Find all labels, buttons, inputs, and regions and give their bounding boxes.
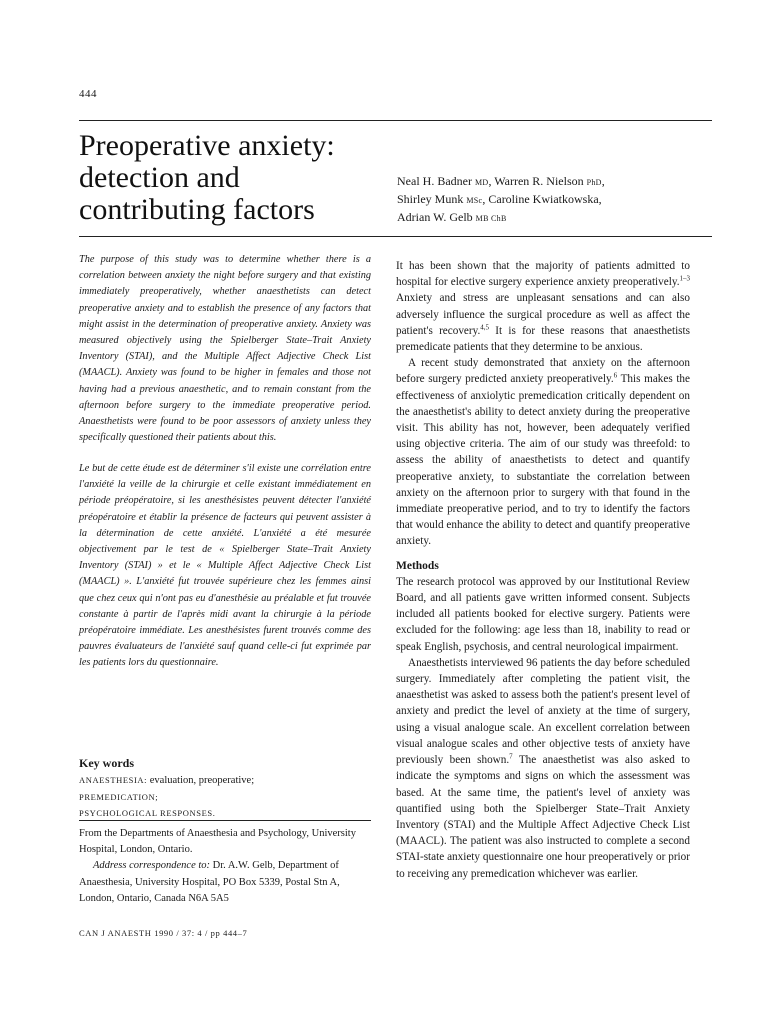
body-text bbox=[396, 258, 690, 882]
body-paragraph: The research protocol was approved by our Institutional Review Board, and all patients gave written informed consent. Subjects included all patients booked for elective surgery. Patients were excluded for the following: age less than 18, inability to read or speak English, psychosis, and central neurological impairment. bbox=[396, 575, 690, 653]
degree-label: MSc bbox=[466, 196, 483, 205]
abstract-text: Le but de cette étude est de déterminer s'il existe une corrélation entre l'anxiété la veille de la chirurgie et celle existant immédiatement en période préopératoire, si les anesthésistes peuvent détecter l'anxiété préopératoire et établir la présence de facteurs qui peuvent assister à la détermination de cette anxiété. L'anxiété a été mesurée objectivement par le test de « Spielberger State–Trait Anxiety Inventory (STAI) » et le « Multiple Affect Adjective Check List (MAACL) ». L'anxiété fut trouvée supérieure chez les femmes ainsi que chez ceux qui n'ont pas eu d'anesthésie au préalable et fut trouvée constante à partir de l'après midi avant la chirurgie à la période préopératoire immédiate. Les anesthésistes furent trouvés comme des pauvres évaluateurs de l'anxiété sauf quand celle-ci fut exprimée par les patients lors du questionnaire. bbox=[79, 463, 371, 669]
keywords-heading: Key words bbox=[79, 756, 134, 770]
citation-ref: 6 bbox=[613, 371, 618, 380]
keywords-list bbox=[79, 772, 371, 821]
citation-ref: 4,5 bbox=[480, 323, 490, 332]
article-title bbox=[79, 130, 399, 226]
degree-label: MB ChB bbox=[475, 214, 507, 223]
abstract-text: The purpose of this study was to determine whether there is a correlation between anxiety the night before surgery and that existing immediately preoperatively, whether anaesthetists can detect preoperative anxiety and to establish the presence of any factors that might assist in the determination of preoperative anxiety. Anxiety was measured objectively using the Spielberger State–Trait Anxiety Inventory (STAI), and the Multiple Affect Adjective Check List (MAACL). Anxiety was found to be higher in females and those not having had a previous anaesthetic, and to remain constant from the afternoon before surgery to the immediate preoperative period. Anaesthetists were found to be poor assessors of anxiety unless they specifically questioned their patients about this. bbox=[79, 254, 371, 444]
title-line: detection and bbox=[79, 161, 240, 194]
author-line: Adrian W. Gelb MB ChB bbox=[397, 210, 507, 224]
journal-citation: CAN J ANAESTH 1990 / 37: 4 / pp 444–7 bbox=[79, 928, 248, 938]
abstract-french bbox=[79, 461, 371, 672]
keyword-line: PREMEDICATION; bbox=[79, 792, 159, 802]
section-rule bbox=[79, 236, 712, 237]
body-paragraph: It has been shown that the majority of patients admitted to hospital for elective surgery experience anxiety preoperatively.$^{1-3}$ Anxiety and stress are unpleasant sensations and can also adversely influence the surgical procedure as well as affect the patient's recovery.$^{4,5}$ It is for these reasons that anaesthetists premedicate patients that they determine to be anxious. bbox=[396, 260, 690, 354]
body-paragraph: Anaesthetists interviewed 96 patients the day before scheduled surgery. Immediately after completing the patient visit, the anaesthetist was asked to assess both the patient's present level of anxiety and predict the level of anxiety at the time of surgery, using a visual analogue scale. An excellent correlation between visual analogue scales and other objective tests of anxiety have previously been shown.$^7$ The anaesthetist was also asked to indicate the symptoms and signs on which the assessment was based. At the same time, the patient's level of anxiety was quantified using both the Spielberger State–Trait Anxiety Inventory (STAI) and the Multiple Affect Adjective Check List (MAACL). The patient was also instructed to complete a second STAI-state anxiety questionnaire one hour preoperatively or prior to receiving any premedication whichever was earlier. bbox=[396, 656, 690, 880]
author-line: Neal H. Badner MD, Warren R. Nielson PhD, bbox=[397, 174, 605, 188]
correspondence-address: Address correspondence to: Dr. A.W. Gelb, Department of Anaesthesia, University Hospital, PO Box 5339, Postal Stn A, London, Ontario, Canada N6A 5A5 bbox=[79, 860, 340, 904]
affiliation-rule bbox=[79, 820, 371, 821]
affiliation-text: From the Departments of Anaesthesia and Psychology, University Hospital, London, Ontario. bbox=[79, 828, 356, 856]
degree-label: MD bbox=[474, 178, 489, 187]
methods-heading: Methods bbox=[396, 559, 439, 572]
header-rule bbox=[79, 120, 712, 121]
body-paragraph: A recent study demonstrated that anxiety on the afternoon before surgery predicted anxiety preoperatively.$^6$ This makes the effectiveness of anxiolytic premedication critically dependent on the anaesthetist's ability to detect anxiety during the preoperative visit. This ability has not, however, been adequately verified using objective criteria. The aim of our study was threefold: to assess the ability of anaesthetists to detect and quantify preoperative anxiety, to substantiate the correlation between anxiety on the afternoon prior to surgery with that found in the immediate preoperative period, and to try to identify the factors that would enhance the ability to detect and quantify preoperative anxiety. bbox=[396, 357, 690, 548]
title-line: contributing factors bbox=[79, 193, 315, 226]
page-number: 444 bbox=[79, 88, 97, 100]
title-line: Preoperative anxiety: bbox=[79, 129, 335, 162]
citation-ref: 7 bbox=[509, 752, 513, 761]
keyword-line: ANAESTHESIA: evaluation, preoperative; bbox=[79, 775, 255, 786]
author-line: Shirley Munk MSc, Caroline Kwiatkowska, bbox=[397, 192, 602, 206]
affiliation-note bbox=[79, 826, 371, 907]
keyword-line: PSYCHOLOGICAL RESPONSES. bbox=[79, 808, 216, 818]
abstract-english bbox=[79, 252, 371, 446]
author-list bbox=[397, 173, 717, 227]
degree-label: PhD bbox=[586, 178, 602, 187]
citation-ref: 1–3 bbox=[679, 274, 690, 283]
